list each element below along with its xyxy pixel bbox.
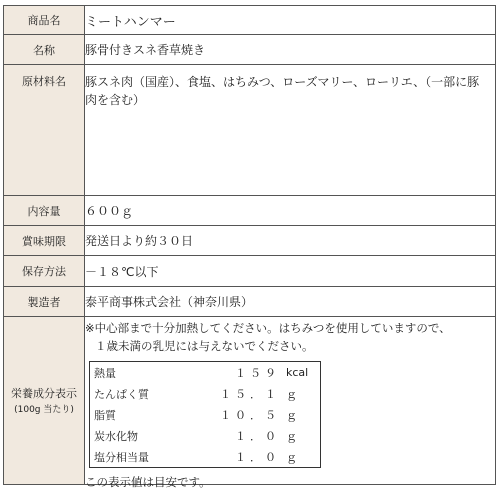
- label-product-name: 商品名: [27, 14, 61, 27]
- nutrient-unit: ｇ: [286, 387, 297, 401]
- row-nutrition: [4, 317, 496, 485]
- nutrient-value: １５９: [235, 366, 280, 380]
- nutrient-unit: kcal: [286, 366, 309, 379]
- label-quantity: 内容量: [27, 204, 61, 218]
- nutrition-row: [90, 425, 321, 446]
- nutrient-value: １５．１: [220, 387, 280, 401]
- value-storage: －１８℃以下: [85, 264, 159, 279]
- value-quantity: ６００ｇ: [85, 204, 134, 218]
- row-quantity: [4, 196, 496, 226]
- value-manufacturer: 泰平商事株式会社（神奈川県）: [85, 295, 254, 309]
- nutrient-name: 熱量: [94, 366, 116, 380]
- value-product-name: ミートハンマー: [85, 14, 176, 30]
- nutrient-name: たんぱく質: [94, 387, 149, 401]
- label-cell: [4, 6, 85, 35]
- value-cell: [85, 35, 496, 65]
- label-nutrition-basis: (100g 当たり): [14, 405, 74, 415]
- nutrition-footnote: この表示値は目安です。: [85, 475, 211, 489]
- value-cell: [85, 6, 496, 35]
- nutrient-value: １．０: [235, 450, 280, 464]
- label-cell: [4, 317, 85, 485]
- value-ingredients: 豚スネ肉（国産）、食塩、はちみつ、ローズマリー、ローリエ、（一部に豚肉を含む）: [85, 75, 480, 107]
- nutrition-row: [90, 383, 321, 404]
- value-cell: [85, 196, 496, 226]
- label-cell: [4, 226, 85, 256]
- nutrient-name: 炭水化物: [94, 429, 138, 443]
- nutrition-facts-table: [89, 361, 321, 468]
- nutrition-row: [90, 446, 321, 468]
- row-product-name: [4, 6, 496, 35]
- caution-note-line-1: ※中心部まで十分加熱してください。はちみつを使用していますので、: [85, 321, 451, 335]
- value-cell: [85, 226, 496, 256]
- row-storage: [4, 256, 496, 287]
- label-cell: [4, 196, 85, 226]
- label-ingredients: 原材料名: [22, 75, 66, 88]
- label-cell: [4, 65, 85, 196]
- row-manufacturer: [4, 287, 496, 317]
- nutrition-row: [90, 362, 321, 384]
- nutrient-name: 塩分相当量: [94, 450, 149, 464]
- label-cell: [4, 35, 85, 65]
- nutrient-name: 脂質: [94, 408, 116, 422]
- nutrient-unit: ｇ: [286, 429, 297, 443]
- label-nutrition: 栄養成分表示: [11, 387, 77, 400]
- value-best-before: 発送日より約３０日: [85, 234, 194, 248]
- label-manufacturer: 製造者: [27, 295, 61, 309]
- nutrient-unit: ｇ: [286, 408, 297, 422]
- label-name: 名称: [33, 43, 55, 57]
- value-cell: [85, 287, 496, 317]
- label-best-before: 賞味期限: [22, 234, 66, 248]
- nutrition-row: [90, 404, 321, 425]
- value-cell: [85, 317, 496, 489]
- label-storage: 保存方法: [22, 265, 66, 278]
- value-cell: [85, 256, 496, 287]
- row-ingredients: [4, 65, 496, 196]
- value-name: 豚骨付きスネ香草焼き: [85, 43, 206, 57]
- row-name: [4, 35, 496, 65]
- nutrient-unit: ｇ: [286, 450, 297, 464]
- caution-note-line-2: １歳未満の乳児には与えないでください。: [95, 339, 314, 353]
- row-best-before: [4, 226, 496, 256]
- nutrient-value: １０．５: [220, 408, 280, 422]
- nutrient-value: １．０: [235, 429, 280, 443]
- label-cell: [4, 287, 85, 317]
- label-cell: [4, 256, 85, 287]
- product-spec-table: [3, 5, 496, 489]
- value-cell: [85, 65, 496, 196]
